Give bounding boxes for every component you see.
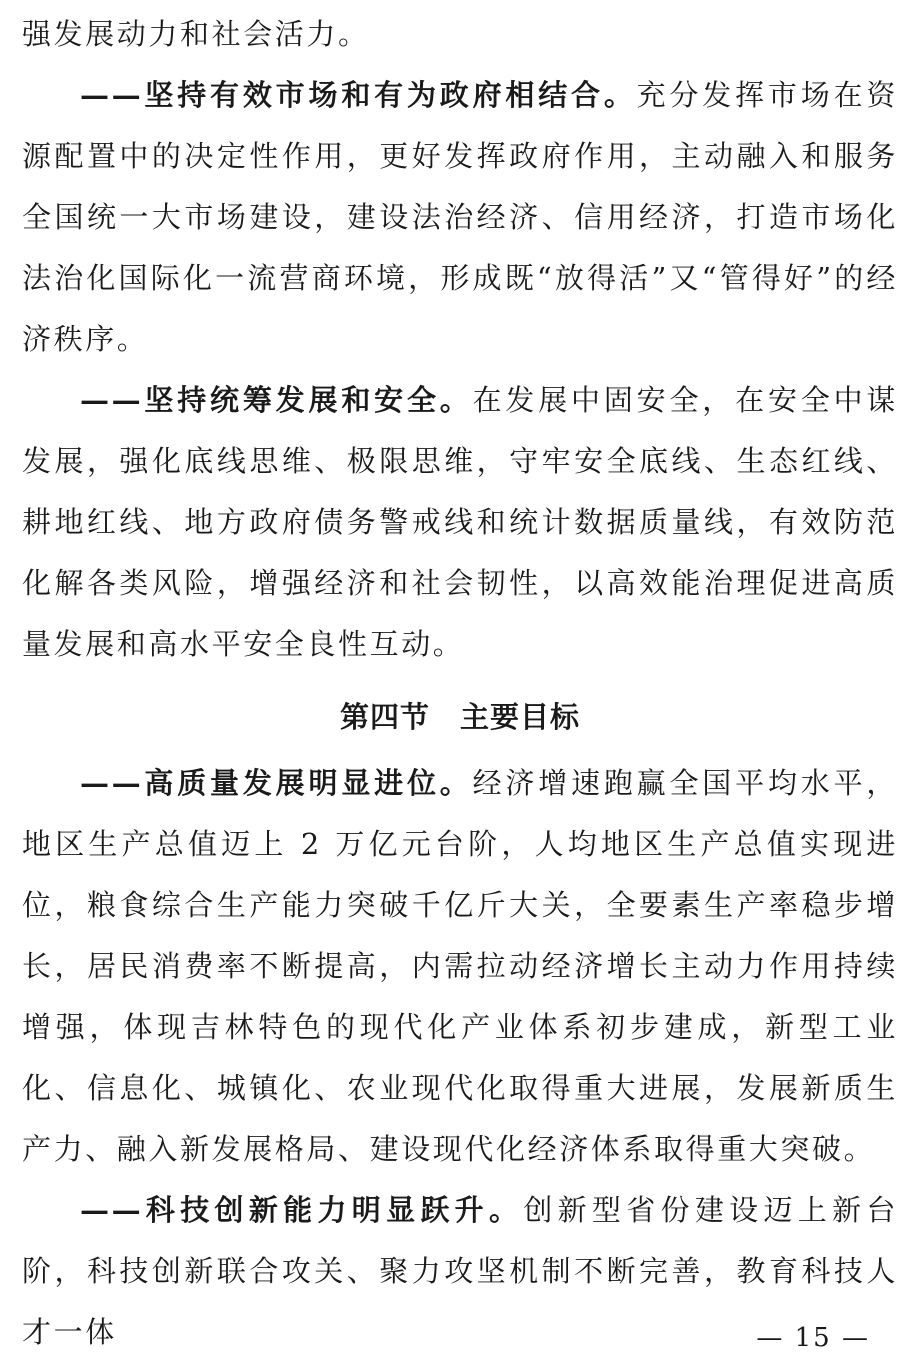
paragraph-text: 充分发挥市场在资源配置中的决定性作用，更好发挥政府作用，主动融入和服务全国统一大市场建设，建设法治经济、信用经济，打造市场化法治化国际化一流营商环境，形成既“放得活”又“管得好”的经济秩序。 [22, 78, 898, 356]
paragraph-lead: ——科技创新能力明显跃升。 [80, 1193, 524, 1227]
section-number: 第四节 [339, 700, 430, 734]
document-page [22, 4, 898, 1363]
paragraph-lead: ——坚持有效市场和有为政府相结合。 [80, 78, 637, 112]
paragraph-quality-development [22, 753, 898, 1180]
paragraph-lead: ——高质量发展明显进位。 [80, 766, 473, 800]
paragraph-text: 经济增速跑赢全国平均水平，地区生产总值迈上 2 万亿元台阶，人均地区生产总值实现进位，粮食综合生产能力突破千亿斤大关，全要素生产率稳步增长，居民消费率不断提高，内需拉动经济增长主动力作用持续增强，体现吉林特色的现代化产业体系初步建成，新型工业化、信息化、城镇化、农业现代化取得重大进展，发展新质生产力、融入新发展格局、建设现代化经济体系取得重大突破。 [22, 766, 898, 1166]
paragraph-lead: ——坚持统筹发展和安全。 [80, 383, 473, 417]
section-title: 主要目标 [460, 700, 581, 734]
paragraph-text: 强发展动力和社会活力。 [22, 17, 370, 51]
paragraph-continuation [22, 4, 898, 65]
paragraph-text: 创新型省份建设迈上新台阶，科技创新联合攻关、聚力攻坚机制不断完善，教育科技人才一体 [22, 1193, 898, 1349]
section-heading [22, 689, 898, 745]
page-number: — 15 — [756, 1323, 870, 1353]
paragraph-development-security [22, 370, 898, 675]
paragraph-text: 在发展中固安全，在安全中谋发展，强化底线思维、极限思维，守牢安全底线、生态红线、耕地红线、地方政府债务警戒线和统计数据质量线，有效防范化解各类风险，增强经济和社会韧性，以高效能治理促进高质量发展和高水平安全良性互动。 [22, 383, 898, 661]
paragraph-market-government [22, 65, 898, 370]
